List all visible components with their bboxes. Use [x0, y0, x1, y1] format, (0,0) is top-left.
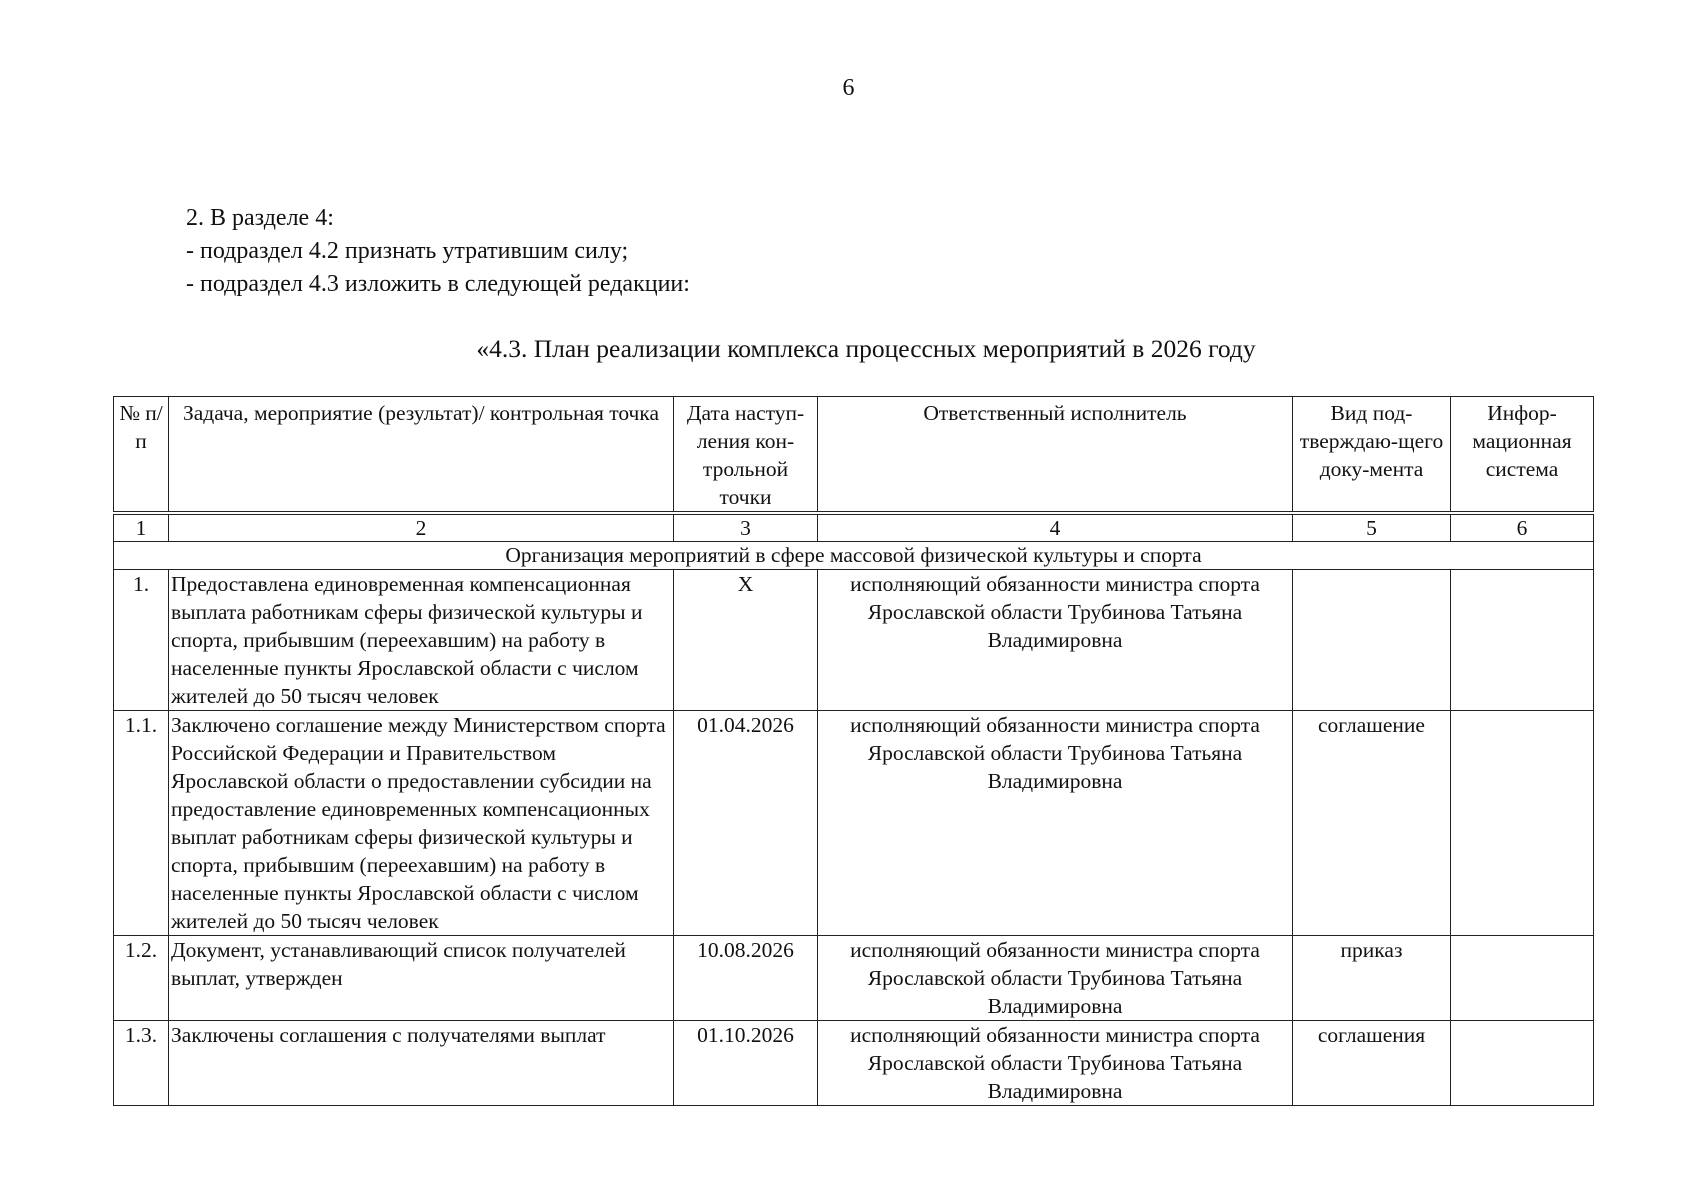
section-row	[114, 542, 1594, 570]
column-number-row	[114, 513, 1594, 542]
row-info-system	[1451, 570, 1594, 711]
header-document: Вид под-тверждаю-щего доку-мента	[1293, 397, 1451, 514]
row-task: Заключены соглашения с получателями выплат	[169, 1021, 674, 1106]
intro-line-repeal: - подраздел 4.2 признать утратившим силу;	[186, 238, 629, 264]
header-number: № п/п	[114, 397, 169, 514]
header-info-system: Инфор-мационная система	[1451, 397, 1594, 514]
column-number: 5	[1293, 513, 1451, 542]
table-row	[114, 1021, 1594, 1106]
table-row	[114, 570, 1594, 711]
amendment-intro	[186, 202, 690, 301]
header-task: Задача, мероприятие (результат)/ контрольная точка	[169, 397, 674, 514]
intro-line-restate: - подраздел 4.3 изложить в следующей редакции:	[186, 271, 690, 297]
row-number: 1.3.	[114, 1021, 169, 1106]
header-date: Дата наступ-ления кон-трольной точки	[674, 397, 818, 514]
intro-line-section: 2. В разделе 4:	[186, 205, 334, 231]
row-date: 10.08.2026	[674, 936, 818, 1021]
header-responsible: Ответственный исполнитель	[818, 397, 1293, 514]
row-number: 1.2.	[114, 936, 169, 1021]
page-number: 6	[842, 75, 855, 101]
section-title: Организация мероприятий в сфере массовой физической культуры и спорта	[114, 542, 1594, 570]
column-number: 1	[114, 513, 169, 542]
column-number: 4	[818, 513, 1293, 542]
column-number: 6	[1451, 513, 1594, 542]
row-info-system	[1451, 711, 1594, 936]
row-task: Предоставлена единовременная компенсационная выплата работникам сферы физической культуры и спорта, прибывшим (переехавшим) на работу в населенные пункты Ярославской области с числом жителей до 50 тысяч человек	[169, 570, 674, 711]
row-document: приказ	[1293, 936, 1451, 1021]
row-number: 1.1.	[114, 711, 169, 936]
row-task: Заключено соглашение между Министерством спорта Российской Федерации и Правительством Ярославской области о предоставлении субсидии на предоставление единовременных компенсационных выплат работникам сферы физической культуры и спорта, прибывшим (переехавшим) на работу в населенные пункты Ярославской области с числом жителей до 50 тысяч человек	[169, 711, 674, 936]
row-responsible: исполняющий обязанности министра спорта Ярославской области Трубинова Татьяна Владимировна	[818, 936, 1293, 1021]
row-responsible: исполняющий обязанности министра спорта Ярославской области Трубинова Татьяна Владимировна	[818, 1021, 1293, 1106]
plan-table	[113, 396, 1594, 1106]
row-date: 01.04.2026	[674, 711, 818, 936]
row-info-system	[1451, 1021, 1594, 1106]
row-info-system	[1451, 936, 1594, 1021]
row-task: Документ, устанавливающий список получателей выплат, утвержден	[169, 936, 674, 1021]
row-date: 01.10.2026	[674, 1021, 818, 1106]
row-number: 1.	[114, 570, 169, 711]
row-responsible: исполняющий обязанности министра спорта Ярославской области Трубинова Татьяна Владимировна	[818, 711, 1293, 936]
row-responsible: исполняющий обязанности министра спорта Ярославской области Трубинова Татьяна Владимировна	[818, 570, 1293, 711]
column-number: 3	[674, 513, 818, 542]
table-row	[114, 711, 1594, 936]
row-document: соглашения	[1293, 1021, 1451, 1106]
row-date: X	[674, 570, 818, 711]
column-number: 2	[169, 513, 674, 542]
row-document: соглашение	[1293, 711, 1451, 936]
plan-title: «4.3. План реализации комплекса процессных мероприятий в 2026 году	[476, 334, 1256, 363]
table-header-row	[114, 397, 1594, 514]
row-document	[1293, 570, 1451, 711]
table-row	[114, 936, 1594, 1021]
